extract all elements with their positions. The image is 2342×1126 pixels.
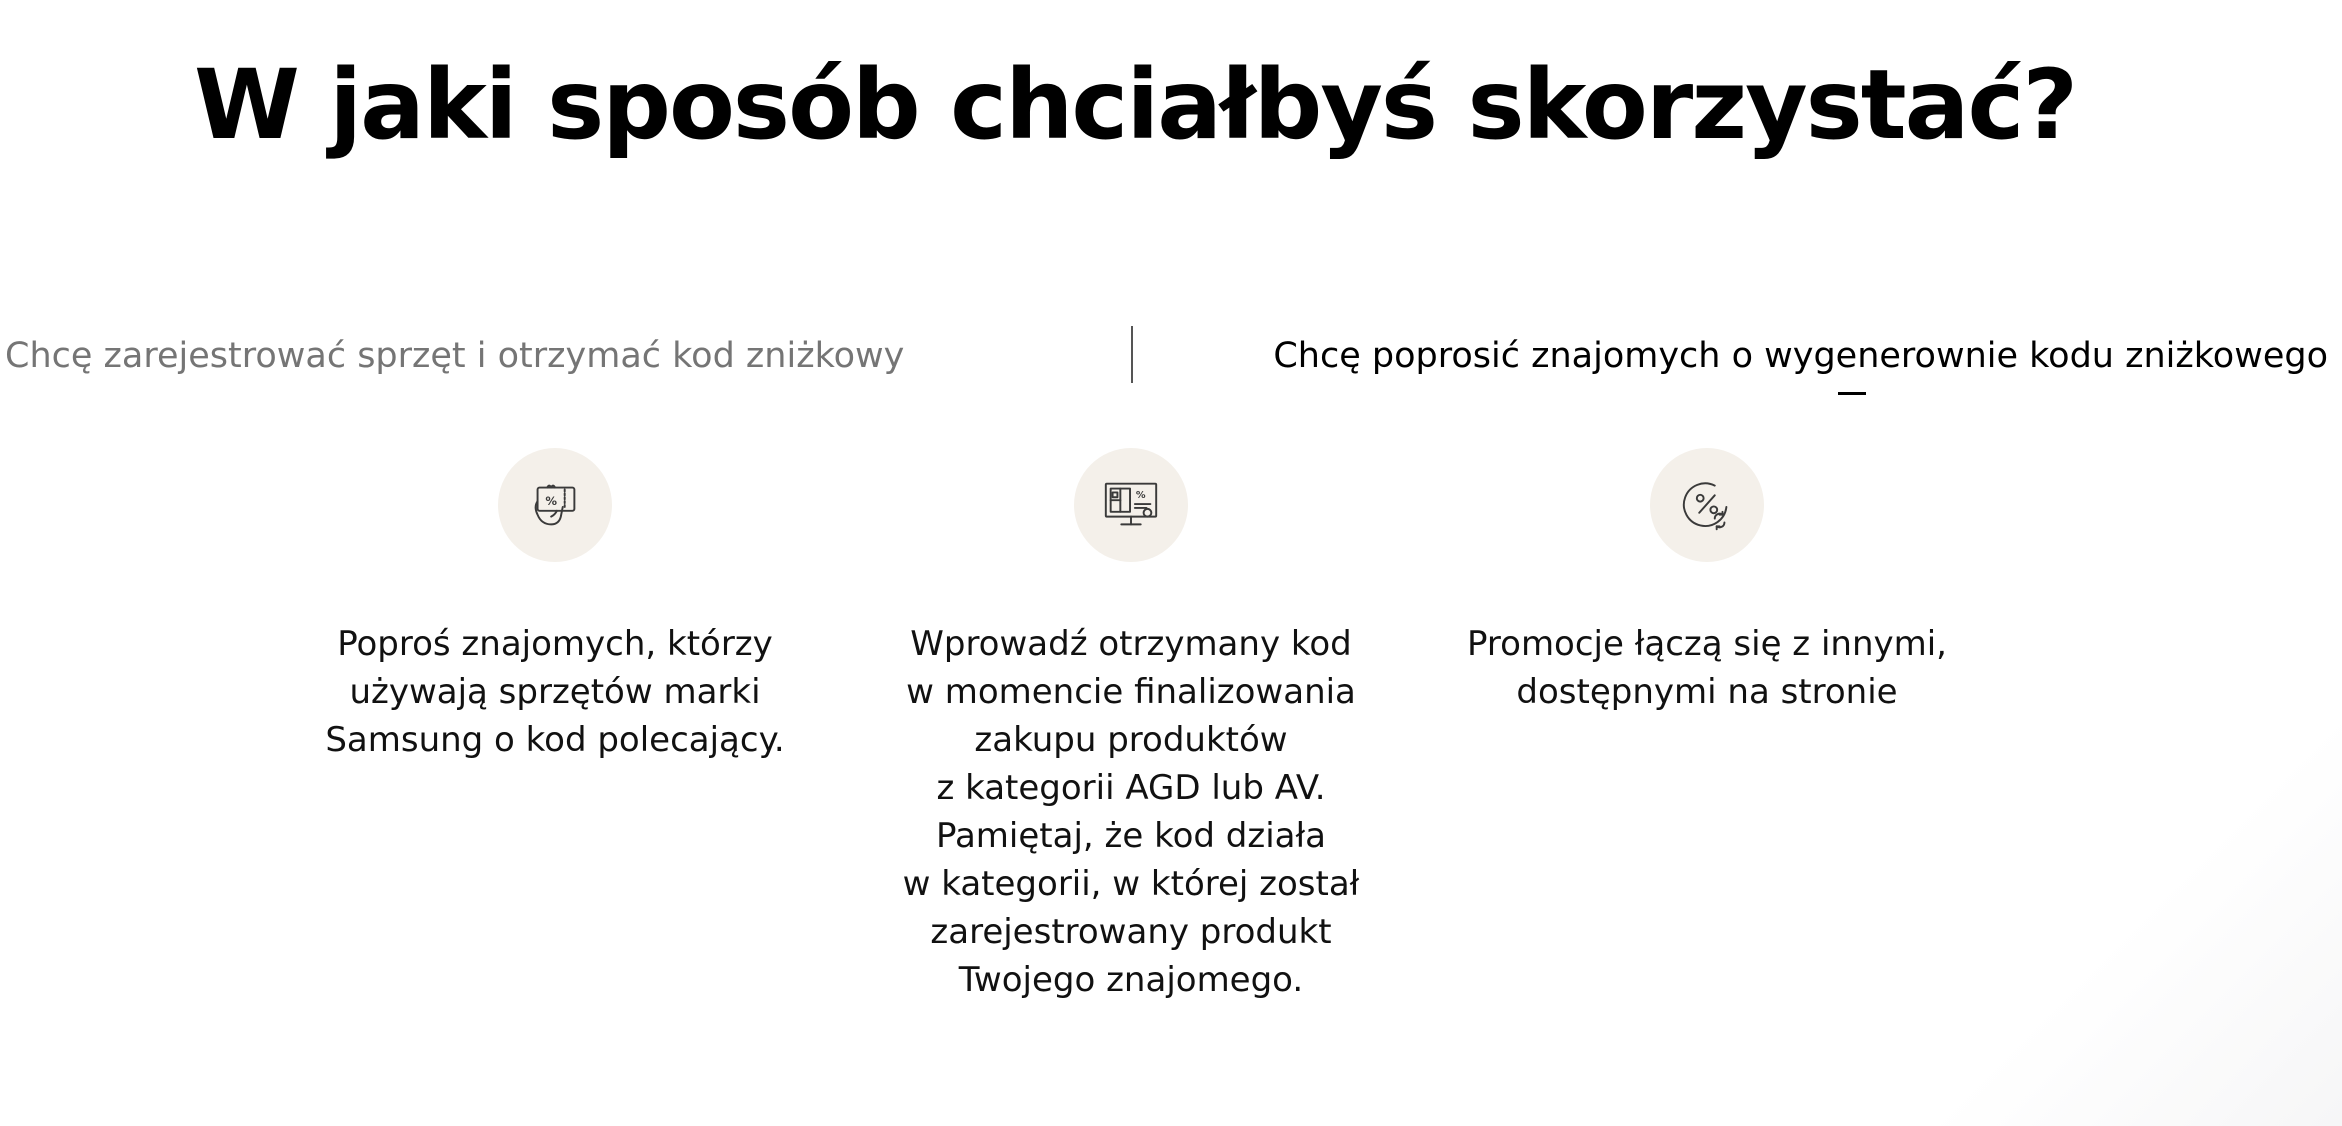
step-ask-friends [315,448,795,764]
step-promotions [1467,448,1947,716]
tab-register-device[interactable]: Chcę zarejestrować sprzęt i otrzymać kod zniżkowy [5,336,905,376]
step-text: Promocje łączą się z innymi, dostępnymi na stronie [1467,624,1947,712]
percent-refresh-icon [1650,448,1764,562]
hand-coupon-icon [498,448,612,562]
svg-text:%: % [1135,490,1146,502]
active-tab-indicator [1838,392,1866,395]
svg-text:%: % [545,494,557,508]
tab-divider [1131,326,1133,383]
option-tabs [0,326,2342,386]
step-enter-code [891,448,1371,1004]
tab-ask-friends[interactable]: Chcę poprosić znajomych o wygenerownie kodu zniżkowego [1273,336,2328,376]
step-text: Wprowadź otrzymany kod w momencie finalizowania zakupu produktów z kategorii AGD lub AV. Pamiętaj, że kod działa w kategorii, w której został zarejestrowany produkt Twojego znajomego. [902,624,1360,1000]
step-text: Poproś znajomych, którzy używają sprzętów marki Samsung o kod polecający. [325,624,785,760]
monitor-discount-icon [1074,448,1188,562]
page-title: W jaki sposób chciałbyś skorzystać? [193,49,2077,161]
